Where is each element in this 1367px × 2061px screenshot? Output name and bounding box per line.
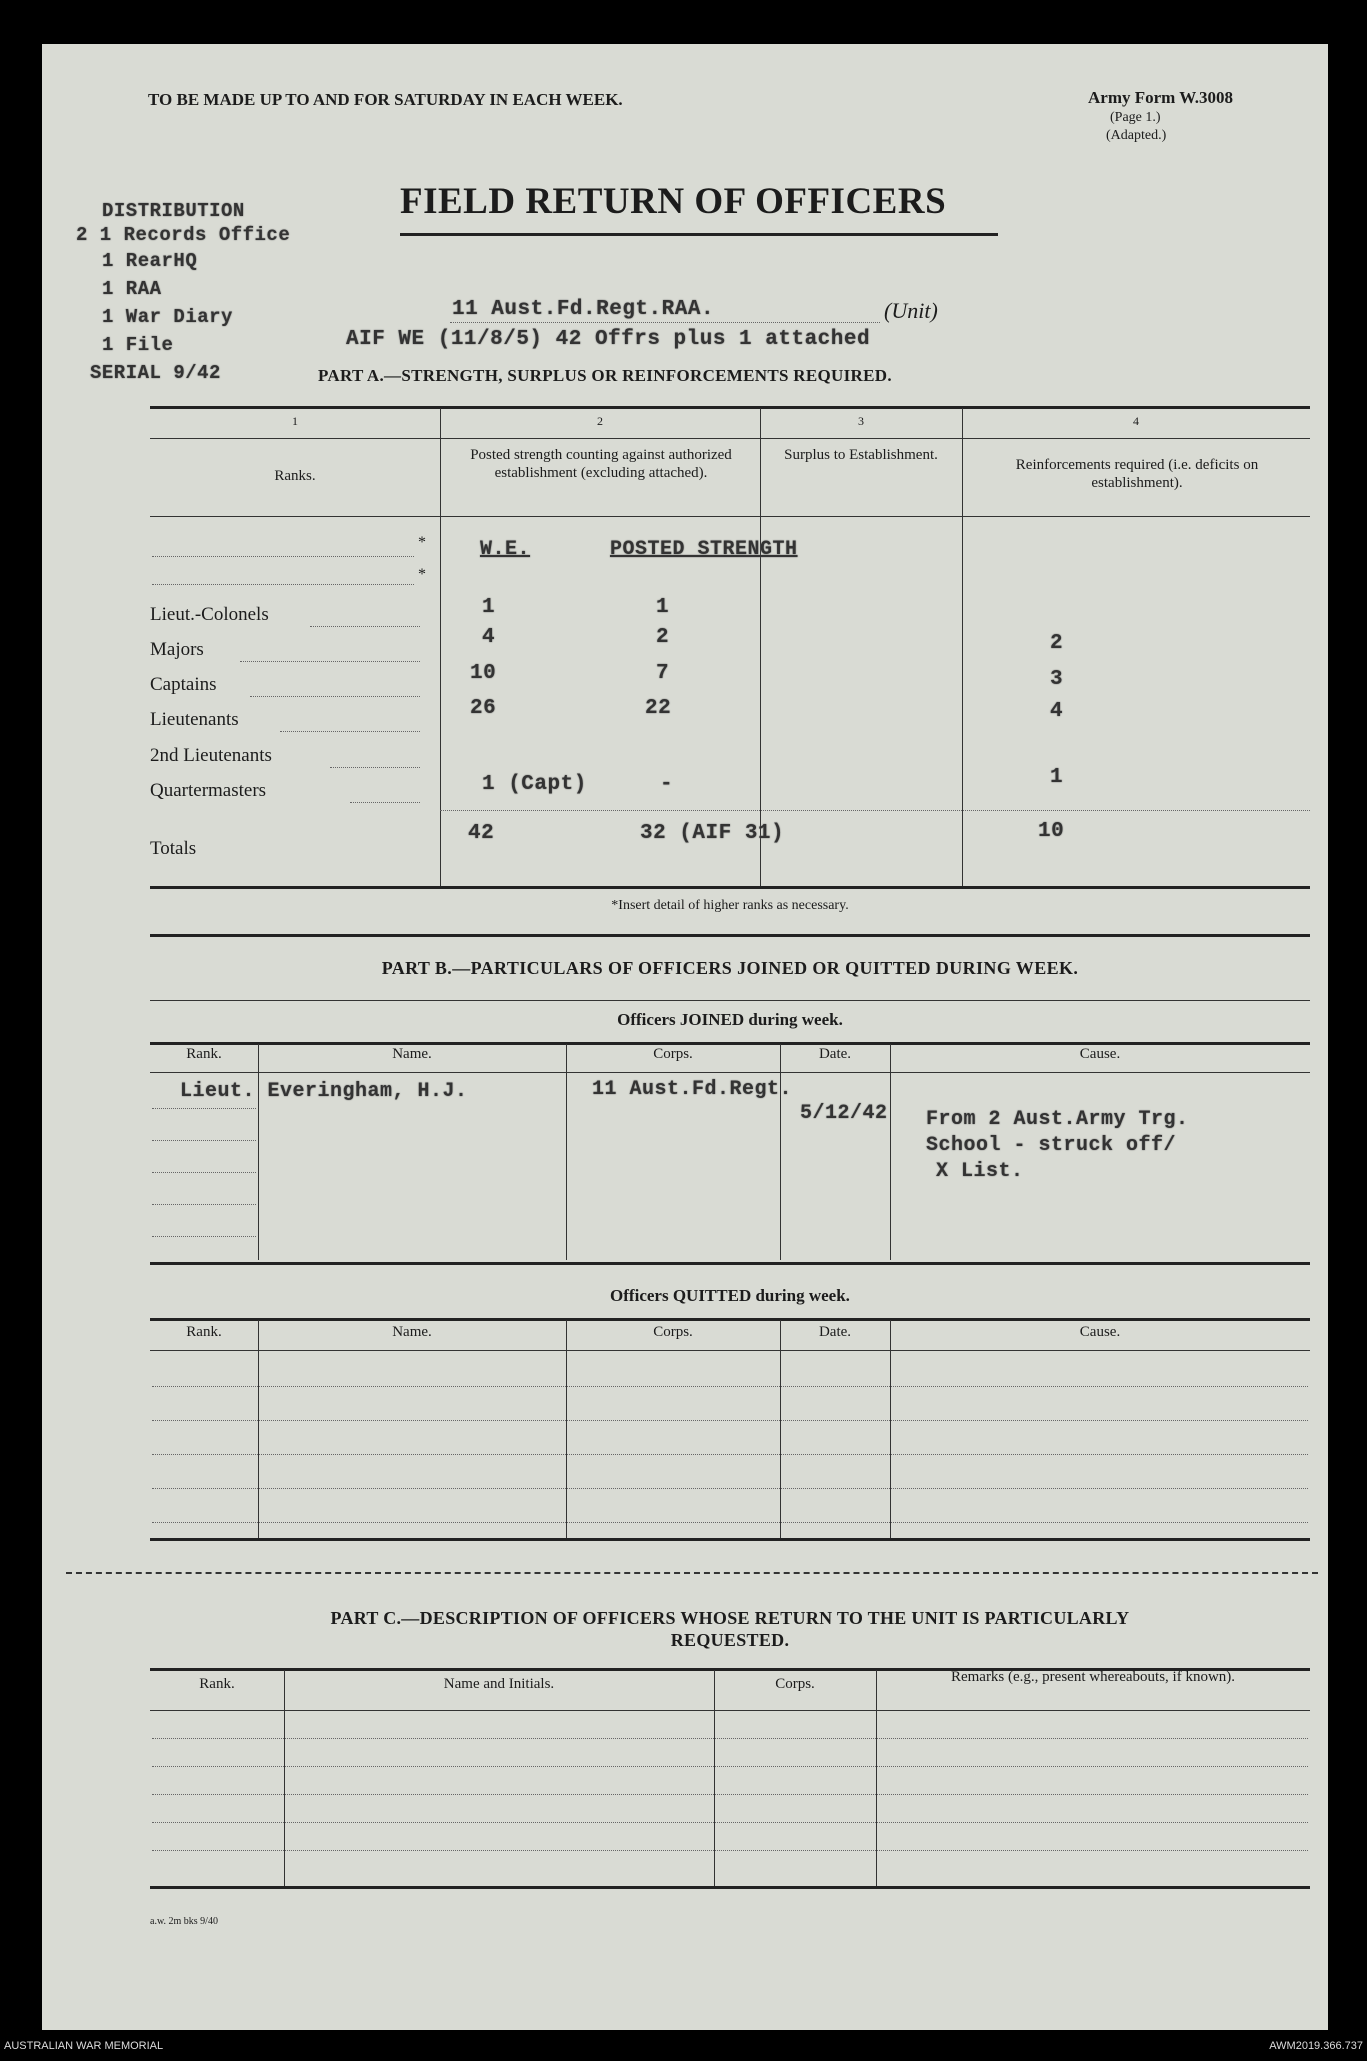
col-divider xyxy=(760,408,761,886)
star-row-dots xyxy=(152,584,414,585)
rank-label: Majors xyxy=(150,639,204,660)
header-reinforcements: Reinforcements required (i.e. deficits on establishment). xyxy=(1015,457,1259,491)
col-number: 1 xyxy=(292,414,298,428)
cut-line xyxy=(66,1572,1318,1574)
instruction-text: TO BE MADE UP TO AND FOR SATURDAY IN EACH WEEK. xyxy=(148,90,623,109)
quitted-header-cause: Cause. xyxy=(1079,1324,1121,1340)
rank-dots xyxy=(250,696,420,697)
joined-title: Officers JOINED during week. xyxy=(617,1010,843,1029)
quitted-col-divider xyxy=(890,1320,891,1538)
joined-top-rule xyxy=(150,1042,1310,1045)
quitted-col-divider xyxy=(566,1320,567,1538)
joined-cause: School - struck off/ xyxy=(926,1134,1177,1157)
rank-dots xyxy=(310,626,420,627)
row-dots xyxy=(152,1108,256,1109)
serial-number: SERIAL 9/42 xyxy=(90,362,221,384)
adapted-note: (Adapted.) xyxy=(1106,128,1167,143)
we-value: 1 xyxy=(482,596,496,619)
typed-heading-we: W.E. xyxy=(480,538,531,561)
row-dots xyxy=(152,1420,1308,1421)
part-b-title: PART B.—PARTICULARS OF OFFICERS JOINED OR QUITTED DURING WEEK. xyxy=(381,958,1079,978)
we-value: 10 xyxy=(470,662,497,685)
we-value: 1 (Capt) xyxy=(482,773,587,796)
row-dots xyxy=(152,1738,1308,1739)
header-rule xyxy=(150,516,1310,517)
joined-cause: From 2 Aust.Army Trg. xyxy=(926,1108,1189,1131)
header-surplus: Surplus to Establishment. xyxy=(784,447,938,463)
joined-col-divider xyxy=(258,1044,259,1260)
quitted-col-divider xyxy=(258,1320,259,1538)
totals-reinf: 10 xyxy=(1038,820,1065,843)
joined-header-cause: Cause. xyxy=(1079,1046,1121,1062)
quitted-bottom-rule xyxy=(150,1538,1310,1541)
distribution-item: 1 War Diary xyxy=(102,306,233,328)
part-a-title: PART A.—STRENGTH, SURPLUS OR REINFORCEMENTS REQUIRED. xyxy=(318,366,892,385)
row-dots xyxy=(152,1172,256,1173)
unit-value: 11 Aust.Fd.Regt.RAA. xyxy=(452,298,715,321)
joined-corps: 11 Aust.Fd.Regt. xyxy=(592,1078,793,1101)
row-dots xyxy=(152,1454,1308,1455)
rank-label: 2nd Lieutenants xyxy=(150,745,272,766)
joined-header-corps: Corps. xyxy=(653,1046,693,1062)
joined-header-rank: Rank. xyxy=(186,1046,222,1062)
row-dots xyxy=(152,1850,1308,1851)
reinf-value: 1 xyxy=(1050,766,1064,789)
col-divider xyxy=(962,408,963,886)
posted-value: 7 xyxy=(656,662,670,685)
part-a-end-rule xyxy=(150,934,1310,937)
joined-col-divider xyxy=(566,1044,567,1260)
distribution-item: 1 RearHQ xyxy=(102,250,198,272)
posted-value: 1 xyxy=(656,596,670,619)
joined-col-divider xyxy=(780,1044,781,1260)
distribution-item: 1 RAA xyxy=(102,278,162,300)
joined-header-name: Name. xyxy=(392,1046,432,1062)
part-a-footnote: *Insert detail of higher ranks as necessary. xyxy=(611,898,849,913)
row-dots xyxy=(152,1794,1308,1795)
row-dots xyxy=(152,1522,1308,1523)
col-number: 4 xyxy=(1133,414,1139,428)
posted-value: - xyxy=(660,773,674,796)
part-c-bottom-rule xyxy=(150,1886,1310,1889)
part-a-top-rule xyxy=(150,406,1310,409)
unit-dotted-line xyxy=(450,322,880,323)
title-underline xyxy=(400,233,998,236)
part-c-header-name: Name and Initials. xyxy=(443,1676,555,1692)
part-c-col-divider xyxy=(876,1670,877,1886)
row-dots xyxy=(152,1204,256,1205)
archive-accession-number: AWM2019.366.737 xyxy=(1269,2040,1363,2052)
posted-value: 2 xyxy=(656,626,670,649)
unit-establishment-note: AIF WE (11/8/5) 42 Offrs plus 1 attached xyxy=(346,328,871,351)
joined-date: 5/12/42 xyxy=(800,1102,888,1125)
row-dots xyxy=(152,1236,256,1237)
rank-label: Captains xyxy=(150,674,217,695)
archive-credit: AUSTRALIAN WAR MEMORIAL xyxy=(4,2040,164,2052)
totals-we: 42 xyxy=(468,822,495,845)
rank-dots xyxy=(350,802,420,803)
col-number-rule xyxy=(150,438,1310,439)
quitted-title: Officers QUITTED during week. xyxy=(610,1286,850,1305)
row-dots xyxy=(152,1386,1308,1387)
joined-header-rule xyxy=(150,1072,1310,1073)
we-value: 4 xyxy=(482,626,496,649)
page-title: FIELD RETURN OF OFFICERS xyxy=(400,181,947,222)
joined-col-divider xyxy=(890,1044,891,1260)
print-code: a.w. 2m bks 9/40 xyxy=(150,1916,218,1927)
quitted-col-divider xyxy=(780,1320,781,1538)
star-row-dots xyxy=(152,556,414,557)
quitted-header-date: Date. xyxy=(818,1324,852,1340)
joined-cause: X List. xyxy=(936,1160,1024,1183)
reinf-value: 3 xyxy=(1050,668,1064,691)
distribution-item: 2 1 Records Office xyxy=(76,224,291,246)
rank-label: Lieut.-Colonels xyxy=(150,604,269,625)
reinf-value: 4 xyxy=(1050,700,1064,723)
quitted-header-name: Name. xyxy=(392,1324,432,1340)
row-dots xyxy=(152,1488,1308,1489)
reinf-value: 2 xyxy=(1050,632,1064,655)
joined-header-date: Date. xyxy=(818,1046,852,1062)
totals-posted: 32 (AIF 31) xyxy=(640,822,785,845)
header-posted-strength: Posted strength counting against authorized establishment (excluding attached). xyxy=(470,447,732,481)
part-c-header-corps: Corps. xyxy=(775,1676,815,1692)
part-c-header-remarks: Remarks (e.g., present whereabouts, if known). xyxy=(950,1669,1236,1685)
totals-label: Totals xyxy=(150,838,197,859)
row-dots xyxy=(152,1766,1308,1767)
part-b-rule xyxy=(150,1000,1310,1001)
rank-label: Lieutenants xyxy=(150,709,239,730)
quitted-top-rule xyxy=(150,1318,1310,1321)
part-a-bottom-rule xyxy=(150,886,1310,889)
part-c-title-cont: REQUESTED. xyxy=(670,1630,790,1650)
part-c-title: PART C.—DESCRIPTION OF OFFICERS WHOSE RETURN TO THE UNIT IS PARTICULARLY xyxy=(330,1608,1130,1628)
col-number: 3 xyxy=(858,414,864,428)
quitted-header-corps: Corps. xyxy=(653,1324,693,1340)
rank-dots xyxy=(280,731,420,732)
quitted-header-rule xyxy=(150,1350,1310,1351)
row-dots xyxy=(152,1140,256,1141)
unit-label: (Unit) xyxy=(884,298,938,323)
typed-heading-posted: POSTED STRENGTH xyxy=(610,538,798,561)
quitted-header-rank: Rank. xyxy=(186,1324,222,1340)
form-number: Army Form W.3008 xyxy=(1088,88,1233,107)
joined-rank-name: Lieut. Everingham, H.J. xyxy=(180,1080,468,1103)
col-number: 2 xyxy=(597,414,603,428)
rank-label: Quartermasters xyxy=(150,780,267,801)
joined-bottom-rule xyxy=(150,1262,1310,1265)
distribution-heading: DISTRIBUTION xyxy=(102,200,245,222)
page-number: (Page 1.) xyxy=(1110,110,1161,125)
part-c-col-divider xyxy=(714,1670,715,1886)
part-c-header-rule xyxy=(150,1710,1310,1711)
posted-value: 22 xyxy=(645,697,672,720)
we-value: 26 xyxy=(470,697,497,720)
part-c-header-rank: Rank. xyxy=(199,1676,235,1692)
header-ranks: Ranks. xyxy=(274,468,316,484)
star-mark: * xyxy=(418,534,426,551)
row-dots xyxy=(152,1822,1308,1823)
col-divider xyxy=(440,408,441,886)
totals-separator xyxy=(440,810,1310,811)
part-c-col-divider xyxy=(284,1670,285,1886)
rank-dots xyxy=(240,661,420,662)
star-mark: * xyxy=(418,566,426,583)
distribution-item: 1 File xyxy=(102,334,174,356)
rank-dots xyxy=(330,767,420,768)
